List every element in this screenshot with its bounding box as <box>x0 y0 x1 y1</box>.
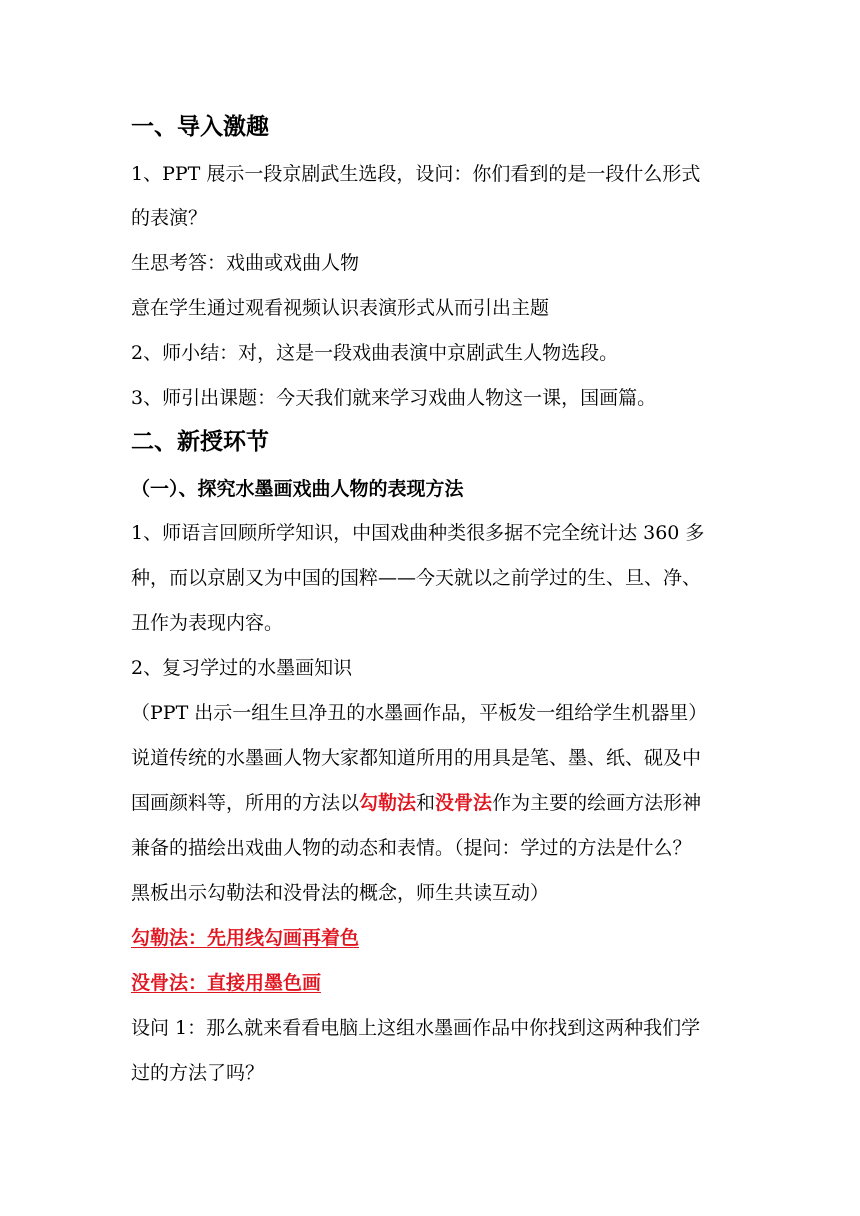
section2-item1-line3: 丑作为表现内容。 <box>131 612 284 634</box>
section1-item1-line1: 1、PPT 展示一段京剧武生选段，设问：你们看到的是一段什么形式 <box>131 163 701 185</box>
section2-heading: 二、新授环节 <box>131 429 269 455</box>
ppt-note: （PPT 出示一组生旦净丑的水墨画作品，平板发一组给学生机器里） <box>131 702 708 724</box>
section2-subheading: （一）、探究水墨画戏曲人物的表现方法 <box>131 478 464 500</box>
section2-item1-line1: 1、师语言回顾所学知识，中国戏曲种类很多据不完全统计达 360 多 <box>131 522 705 544</box>
section2-item1-line2: 种，而以京剧又为中国的国粹——今天就以之前学过的生、旦、净、 <box>131 567 702 589</box>
paragraph-line2-a: 国画颜料等，所用的方法以 <box>131 792 360 814</box>
term-gouleifa: 勾勒法 <box>359 792 417 814</box>
intent-text: 意在学生通过观看视频认识表演形式从而引出主题 <box>131 297 550 319</box>
definition-meigufa: 没骨法：直接用墨色画 <box>131 972 322 994</box>
paragraph-line1: 说道传统的水墨画人物大家都知道所用的用具是笔、墨、纸、砚及中 <box>131 747 702 769</box>
section2-item2: 2、复习学过的水墨画知识 <box>131 657 353 679</box>
paragraph-line2-c: 作为主要的绘画方法形神 <box>492 792 702 814</box>
question1-line2: 过的方法了吗？ <box>131 1062 265 1084</box>
student-answer: 生思考答：戏曲或戏曲人物 <box>131 252 360 274</box>
section1-item2: 2、师小结：对，这是一段戏曲表演中京剧武生人物选段。 <box>131 342 619 364</box>
section1-item1-line2: 的表演？ <box>131 207 208 229</box>
paragraph-line2 <box>131 791 701 815</box>
question1-line1: 设问 1：那么就来看看电脑上这组水墨画作品中你找到这两种我们学 <box>131 1017 701 1039</box>
paragraph-line2-b: 和 <box>416 792 436 814</box>
section1-heading: 一、导入激趣 <box>131 114 269 140</box>
section1-item3: 3、师引出课题：今天我们就来学习戏曲人物这一课，国画篇。 <box>131 387 657 409</box>
definition-gouleifa: 勾勒法：先用线勾画再着色 <box>131 927 360 949</box>
term-meigufa: 没骨法 <box>435 792 493 814</box>
paragraph-line3: 兼备的描绘出戏曲人物的动态和表情。（提问：学过的方法是什么？ <box>131 837 692 859</box>
paragraph-line4: 黑板出示勾勒法和没骨法的概念，师生共读互动） <box>131 882 550 904</box>
